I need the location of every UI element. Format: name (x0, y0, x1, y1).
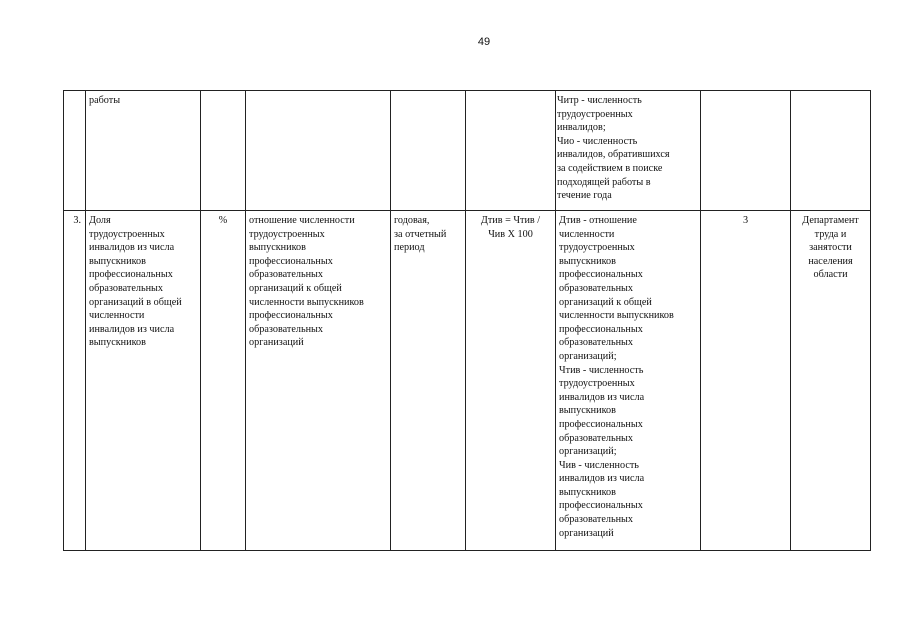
table-row (64, 91, 871, 211)
indicator-name-cell: Доля трудоустроенных инвалидов из числа выпускников профессиональных образовательных организаций в общей численности инвалидов из числа выпускников (86, 211, 201, 551)
target-value-cell (701, 91, 791, 211)
periodicity-cell: годовая, за отчетный период (391, 211, 466, 551)
formula-cell (466, 91, 556, 211)
unit-cell (201, 91, 246, 211)
definition-cell: отношение численности трудоустроенных выпускников профессиональных образовательных организаций к общей численности выпускников профессиональных образовательных организаций (246, 211, 391, 551)
row-number-cell (64, 91, 86, 211)
unit-cell: % (201, 211, 246, 551)
definition-cell (246, 91, 391, 211)
responsible-department-cell: Департамент труда и занятости населения области (791, 211, 871, 551)
table-row (64, 211, 871, 551)
formula-description-cell: Дтив - отношение численности трудоустроенных выпускников профессиональных образовательных организаций к общей численности выпускников профессиональных образовательных организаций; Чтив - численность трудоустроенных инвалидов из числа выпускников профессиональных образовательных организаций; Чив - численность инвалидов из числа выпускников профессиональных образовательных организаций (556, 211, 701, 551)
responsible-department-cell (791, 91, 871, 211)
target-value-cell: 3 (701, 211, 791, 551)
indicator-name-cell: работы (86, 91, 201, 211)
formula-description-cell: Читр - численность трудоустроенных инвалидов; Чио - численность инвалидов, обратившихся за содействием в поиске подходящей работы в течение года (556, 91, 701, 211)
indicators-table (63, 90, 871, 551)
page-number: 49 (477, 36, 491, 48)
row-number-cell: 3. (64, 211, 86, 551)
periodicity-cell (391, 91, 466, 211)
formula-cell: Дтив = Чтив / Чив Х 100 (466, 211, 556, 551)
